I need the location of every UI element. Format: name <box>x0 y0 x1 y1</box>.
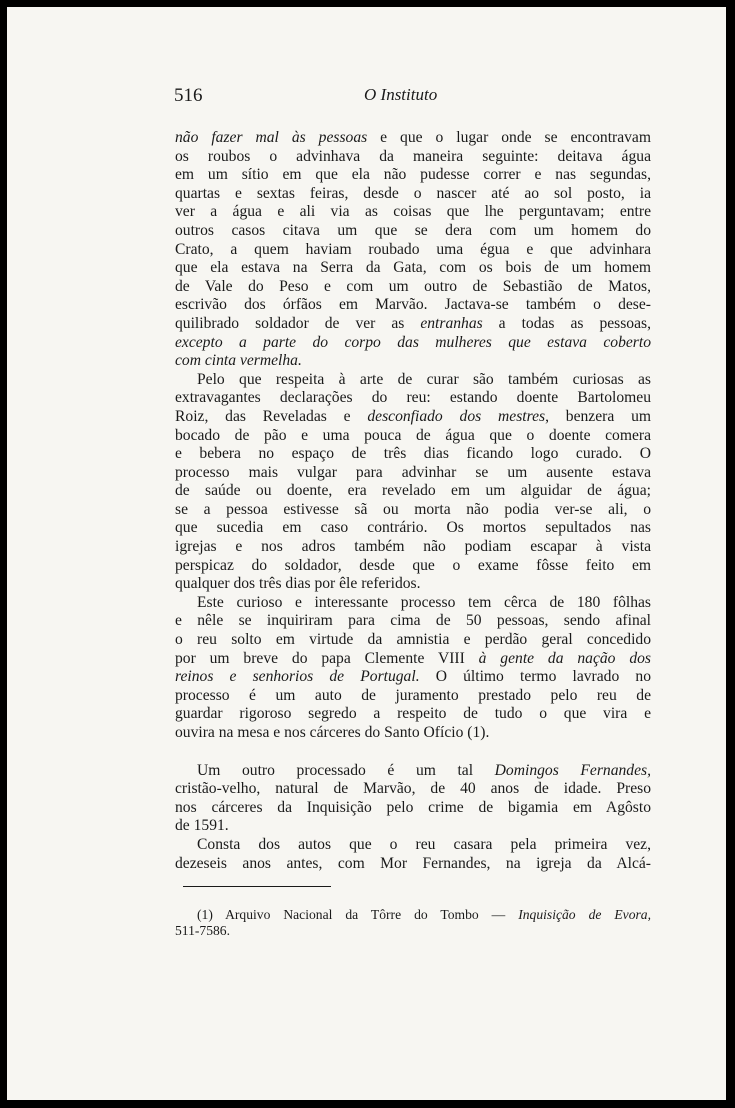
footnote-line <box>175 907 651 923</box>
text-segment: nos cárceres da Inquisição pelo crime de bigamia em Agôsto <box>175 798 651 816</box>
text-segment: que ela estava na Serra da Gata, com os bois de um homem <box>175 259 651 277</box>
text-line <box>175 222 651 241</box>
text-segment: e que o lugar onde se encontravam <box>367 129 651 146</box>
text-line <box>175 334 651 353</box>
book-page <box>7 7 726 1100</box>
text-segment: de Vale do Peso e com um outro de Sebastião de Matos, <box>175 277 651 295</box>
text-line <box>175 799 651 818</box>
text-line <box>175 575 651 594</box>
footnote-reference: 511-7586. <box>175 923 230 938</box>
italic-text: com cinta vermelha. <box>175 352 302 370</box>
text-line <box>175 464 651 483</box>
text-segment: dezeseis anos antes, com Mor Fernandes, na igreja da Alcá- <box>175 854 651 872</box>
text-line <box>175 519 651 538</box>
text-line <box>175 148 651 167</box>
italic-text: à gente da nação dos <box>478 649 651 667</box>
text-line <box>175 705 651 724</box>
text-line <box>175 594 651 613</box>
footnote-source: (1) Arquivo Nacional da Tôrre do Tombo — <box>197 907 519 922</box>
paragraph-gap <box>175 743 651 762</box>
footnote-divider <box>183 886 331 887</box>
text-segment: a todas as pessoas, <box>482 314 651 332</box>
text-line <box>175 185 651 204</box>
text-segment: de 1591. <box>175 817 229 835</box>
text-line <box>175 241 651 260</box>
text-line <box>175 557 651 576</box>
text-segment: processo é um auto de juramento prestado pelo reu de <box>175 686 651 704</box>
text-line <box>175 724 651 743</box>
text-line <box>175 501 651 520</box>
text-segment: Pelo que respeita à arte de curar são também curiosas as <box>197 370 651 388</box>
footnote-italic: Inquisição de Evora, <box>518 907 651 922</box>
text-segment: se a pessoa estivesse sã ou morta não podia ver-se ali, o <box>175 500 651 518</box>
text-segment: , benzera um <box>545 407 651 425</box>
text-segment: Crato, a quem haviam roubado uma égua e que advinhara <box>175 240 651 258</box>
text-segment: extravagantes declarações do reu: estando doente Bartolomeu <box>175 389 651 407</box>
page-header <box>174 85 654 109</box>
text-line <box>175 855 651 874</box>
text-line <box>175 631 651 650</box>
text-line <box>175 445 651 464</box>
text-segment: que sucedia em caso contrário. Os mortos sepultados nas <box>175 519 651 537</box>
text-segment: bocado de pão e uma pouca de água que o doente comera <box>175 426 651 444</box>
text-segment: Roiz, das Reveladas e <box>175 407 368 425</box>
text-line <box>175 687 651 706</box>
running-title: O Instituto <box>364 85 438 104</box>
text-line <box>175 296 651 315</box>
text-segment: qualquer dos três dias por êle referidos. <box>175 575 421 593</box>
text-line <box>175 612 651 631</box>
text-segment: cristão-velho, natural de Marvão, de 40 anos de idade. Preso <box>175 780 651 798</box>
text-segment: Este curioso e interessante processo tem cêrca de 180 fôlhas <box>197 593 651 611</box>
text-line <box>175 817 651 836</box>
text-line <box>175 650 651 669</box>
text-line <box>175 780 651 799</box>
page-number: 516 <box>174 85 203 106</box>
text-line <box>175 315 651 334</box>
text-segment: os roubos o advinhava da maneira seguinte: deitava água <box>175 147 651 165</box>
text-line <box>175 166 651 185</box>
text-line <box>175 278 651 297</box>
body-text <box>175 129 651 873</box>
italic-text: excepto a parte do corpo das mulheres que estava coberto <box>175 333 651 351</box>
italic-text: Domingos Fernandes, <box>494 761 651 779</box>
text-line <box>175 762 651 781</box>
italic-text: entranhas <box>420 314 483 332</box>
text-segment: de saúde ou doente, era revelado em um alguidar de água; <box>175 482 651 500</box>
text-segment: em um sítio em que ela não pudesse correr e nas segundas, <box>175 166 651 184</box>
text-segment: quilibrado soldador de ver as <box>175 314 421 332</box>
text-segment: Um outro processado é um tal <box>197 761 495 779</box>
text-line <box>175 129 651 148</box>
text-segment: processo mais vulgar para advinhar se um ausente estava <box>175 463 651 481</box>
text-line <box>175 482 651 501</box>
text-line <box>175 668 651 687</box>
text-segment: O último termo lavrado no <box>419 668 651 686</box>
text-segment: guardar rigoroso segredo a respeito de tudo o que vira e <box>175 705 651 723</box>
text-segment: por um breve do papa Clemente VIII <box>175 649 479 667</box>
text-segment: outros casos citava um que se dera com um homem do <box>175 221 651 239</box>
text-line <box>175 408 651 427</box>
footnote <box>175 907 651 939</box>
text-segment: escrivão dos órfãos em Marvão. Jactava-se também o dese- <box>175 296 651 314</box>
text-segment: quartas e sextas feiras, desde o nascer até ao sol posto, ia <box>175 184 651 202</box>
italic-text: não fazer mal às pessoas <box>175 129 368 146</box>
text-segment: ouvira na mesa e nos cárceres do Santo Ofício (1). <box>175 724 490 741</box>
text-segment: e bebera no espaço de três dias ficando logo curado. O <box>175 445 651 463</box>
text-line <box>175 389 651 408</box>
text-line <box>175 203 651 222</box>
text-line <box>175 538 651 557</box>
text-line <box>175 371 651 390</box>
text-segment: e nêle se inquiriram para cima de 50 pessoas, sendo afinal <box>175 612 651 630</box>
text-segment: o reu solto em virtude da amnistia e perdão geral concedido <box>175 631 651 649</box>
text-line <box>175 259 651 278</box>
text-segment: Consta dos autos que o reu casara pela primeira vez, <box>197 835 651 853</box>
text-line <box>175 427 651 446</box>
text-line <box>175 836 651 855</box>
italic-text: desconfiado dos mestres <box>367 407 546 425</box>
text-line <box>175 352 651 371</box>
text-segment: ver a água e ali via as coisas que lhe perguntavam; entre <box>175 203 651 221</box>
italic-text: reinos e senhorios de Portugal. <box>175 668 420 686</box>
text-segment: igrejas e nos adros também não podiam escapar à vista <box>175 538 651 556</box>
text-segment: perspicaz do soldador, desde que o exame fôsse feito em <box>175 556 651 574</box>
